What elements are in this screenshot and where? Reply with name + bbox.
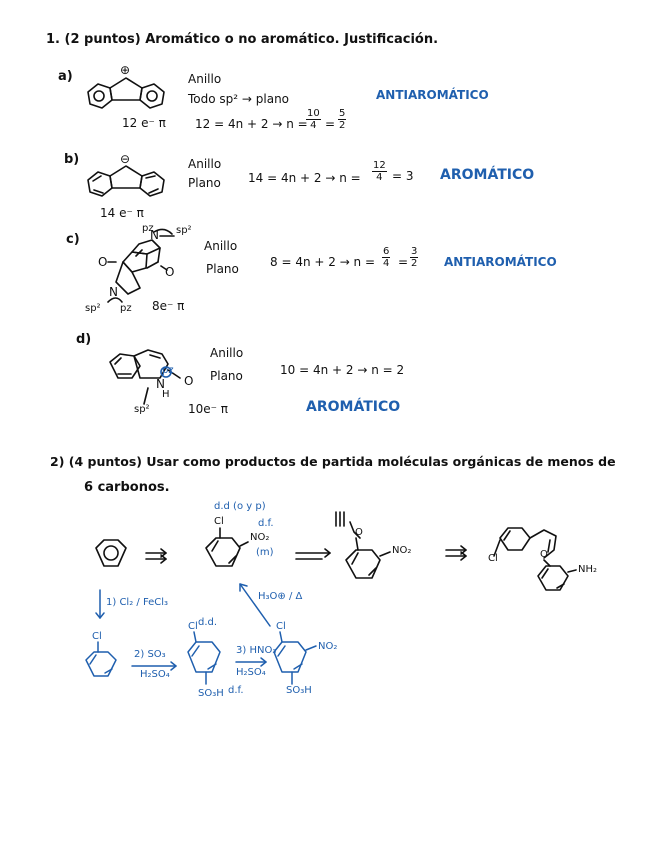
q1-d-h: H bbox=[162, 389, 170, 400]
q1-b-label: b) bbox=[64, 152, 80, 167]
q2-cl-final: Cl bbox=[488, 553, 498, 564]
q2-o-ether: O bbox=[355, 527, 363, 538]
q1-b-f-den: 4 bbox=[376, 172, 383, 183]
synthesis-black bbox=[96, 512, 576, 590]
q2-cl-4: Cl bbox=[276, 621, 286, 632]
q1-c-fraction-2 bbox=[410, 246, 418, 269]
q1-c-f2-den: 2 bbox=[411, 258, 418, 269]
q1-b-anillo: Anillo bbox=[188, 157, 222, 171]
q1-a-charge: ⊕ bbox=[120, 63, 131, 77]
q2-cl-3: Cl bbox=[188, 621, 198, 632]
structure-b bbox=[88, 166, 164, 196]
q1-d-label: d) bbox=[76, 332, 92, 347]
q2-dd-op: d.d (o y p) bbox=[214, 501, 266, 512]
q1-c-n-top: N bbox=[150, 228, 159, 242]
q1-b-fraction bbox=[372, 160, 387, 183]
q1-c-o-left: O bbox=[98, 255, 108, 269]
q1-c-n-bottom: N bbox=[109, 285, 118, 299]
q2-nh2: NH₂ bbox=[578, 564, 598, 575]
q2-o-final: O bbox=[540, 549, 548, 560]
q1-a-fraction-2 bbox=[338, 108, 346, 131]
q1-a-f1-den: 4 bbox=[310, 120, 317, 131]
q1-c-label: c) bbox=[66, 232, 80, 247]
q1-d-sp2: sp² bbox=[134, 404, 150, 415]
q1-a-f2-den: 2 bbox=[339, 120, 346, 131]
q1-d-electrons: 10e⁻ π bbox=[188, 402, 229, 416]
q2-step-h2so4-b: H₂SO₄ bbox=[236, 667, 266, 678]
q1-d-n: N bbox=[156, 377, 165, 391]
q1-c-pz-top: pz bbox=[142, 223, 154, 234]
q2-step-hydrolysis: H₃O⊕ / Δ bbox=[258, 591, 303, 602]
q1-b-eq-tail: = 3 bbox=[392, 169, 414, 183]
q1-d-plano: Plano bbox=[210, 369, 243, 383]
q1-b-f-num: 12 bbox=[373, 160, 386, 171]
q1-d-result: AROMÁTICO bbox=[306, 399, 401, 415]
q2-no2-2: NO₂ bbox=[392, 545, 412, 556]
q1-b-plano: Plano bbox=[188, 176, 221, 190]
q1-c-result: ANTIAROMÁTICO bbox=[444, 255, 557, 269]
q1-a-anillo: Anillo bbox=[188, 72, 222, 86]
q1-header: 1. (2 puntos) Aromático o no aromático. Justificación. bbox=[46, 32, 439, 47]
q1-c-eq: = bbox=[398, 255, 409, 269]
q1-c-sp2-bottom: sp² bbox=[85, 303, 101, 314]
q1-d-equation: 10 = 4n + 2 → n = 2 bbox=[280, 363, 405, 377]
q2-no2-3: NO₂ bbox=[318, 641, 338, 652]
q2-step-h2so4: H₂SO₄ bbox=[140, 669, 170, 680]
q2-dd: d.d. bbox=[198, 617, 218, 628]
q1-c-f2-num: 3 bbox=[411, 246, 418, 257]
q2-cl-2: Cl bbox=[92, 631, 102, 642]
q1-b-result: AROMÁTICO bbox=[440, 167, 535, 183]
q1-a-plano: Todo sp² → plano bbox=[188, 92, 290, 106]
q2-m: (m) bbox=[256, 547, 274, 558]
q1-c-sp2-top: sp² bbox=[176, 225, 192, 236]
q1-a-fraction-1 bbox=[306, 108, 321, 131]
q1-b-electrons: 14 e⁻ π bbox=[100, 206, 144, 220]
q1-c-f1-den: 4 bbox=[383, 258, 390, 269]
q1-c-electrons: 8e⁻ π bbox=[152, 299, 185, 313]
q1-c-fraction-1 bbox=[382, 246, 390, 269]
q1-d-o: O bbox=[184, 374, 194, 388]
q2-cl-1: Cl bbox=[214, 516, 224, 527]
q1-a-result: ANTIAROMÁTICO bbox=[376, 88, 489, 102]
structure-a bbox=[88, 78, 164, 108]
q1-a-electrons: 12 e⁻ π bbox=[122, 116, 166, 130]
q2-step-cl2: 1) Cl₂ / FeCl₃ bbox=[106, 597, 169, 608]
q1-d-pz: pz bbox=[162, 365, 174, 376]
q1-a-label: a) bbox=[58, 69, 73, 84]
q2-header-line2: 6 carbonos. bbox=[84, 480, 170, 495]
q2-header-line1: 2) (4 puntos) Usar como productos de partida moléculas orgánicas de menos de bbox=[50, 454, 616, 469]
q1-b-charge: ⊖ bbox=[120, 152, 131, 166]
q1-a-f1-num: 10 bbox=[307, 108, 320, 119]
q1-b-equation: 14 = 4n + 2 → n = bbox=[248, 171, 361, 185]
q1-c-plano: Plano bbox=[206, 262, 239, 276]
q2-no2-1: NO₂ bbox=[250, 532, 270, 543]
q1-c-pz-bottom: pz bbox=[120, 303, 132, 314]
q1-a-eq: = bbox=[325, 117, 336, 131]
q1-a-f2-num: 5 bbox=[339, 108, 346, 119]
q2-step-so3: 2) SO₃ bbox=[134, 649, 166, 660]
q1-c-equation: 8 = 4n + 2 → n = bbox=[270, 255, 376, 269]
q1-a-equation: 12 = 4n + 2 → n = bbox=[195, 117, 308, 131]
q1-c-f1-num: 6 bbox=[383, 246, 390, 257]
q2-df-bottom: d.f. bbox=[228, 685, 244, 696]
q2-df: d.f. bbox=[258, 518, 274, 529]
q1-c-o-right: O bbox=[165, 265, 175, 279]
q1-c-anillo: Anillo bbox=[204, 239, 238, 253]
q2-so3h-1: SO₃H bbox=[198, 688, 224, 699]
q2-step-hno3: 3) HNO₃ bbox=[236, 645, 277, 656]
q2-so3h-2: SO₃H bbox=[286, 685, 312, 696]
q1-d-anillo: Anillo bbox=[210, 346, 244, 360]
